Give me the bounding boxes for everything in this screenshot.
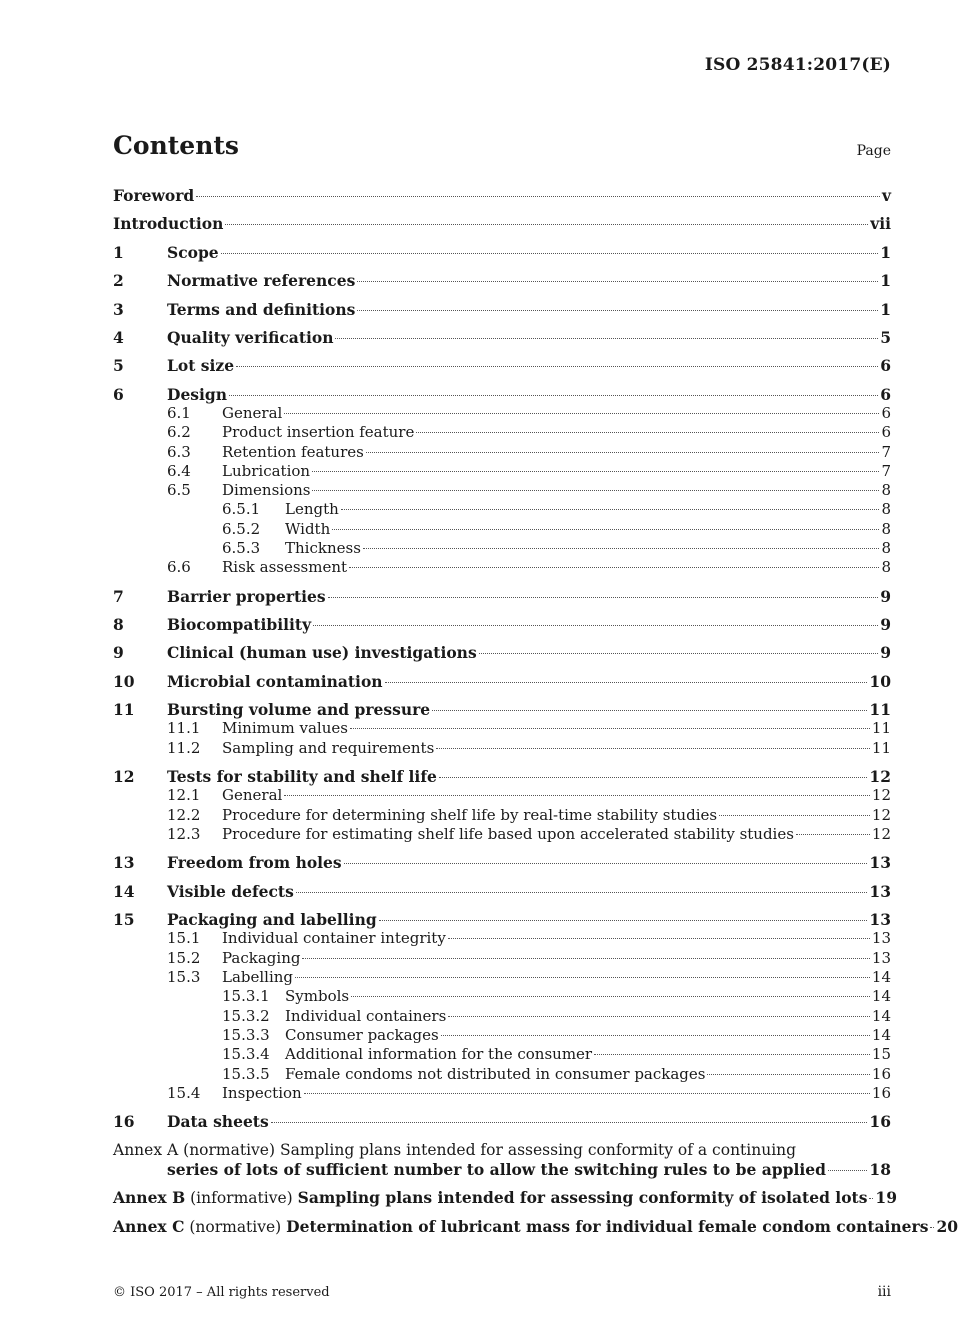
toc-entry-page: 8 (881, 500, 891, 518)
toc-entry-page: 16 (869, 1112, 891, 1131)
toc-entry-page: 1 (880, 271, 891, 290)
toc-entry-title: Dimensions (222, 481, 311, 499)
toc-entry-page: 9 (880, 615, 891, 634)
toc-entry-title: Visible defects (167, 882, 294, 901)
dot-leader (312, 471, 879, 472)
toc-entry-title: Additional information for the consumer (285, 1045, 593, 1063)
toc-entry-title: Procedure for estimating shelf life based upon accelerated stability studies (222, 825, 794, 843)
dot-leader (363, 548, 880, 549)
toc-entry-page: 8 (881, 539, 891, 557)
toc-entry-number: 5 (113, 356, 124, 375)
toc-entry-title: Packaging (222, 949, 301, 967)
toc-entry-page: 1 (880, 243, 891, 262)
toc-entry-annex-a-line1[interactable] (113, 1141, 796, 1159)
annex-label: Annex C (113, 1217, 185, 1236)
toc-entry-number: 2 (113, 271, 124, 290)
toc-entry-number: 1 (113, 243, 124, 262)
toc-entry-page: 1 (880, 300, 891, 319)
toc-entry-number: 14 (113, 882, 135, 901)
dot-leader (312, 490, 879, 491)
toc-entry-section[interactable] (113, 1112, 891, 1131)
toc-entry-number: 15.4 (167, 1084, 201, 1102)
toc-entry-page: 15 (871, 1045, 891, 1063)
toc-entry-section[interactable] (113, 767, 891, 786)
toc-entry-subsection[interactable] (113, 739, 891, 757)
toc-entry-title: Foreword (113, 186, 195, 205)
dot-leader (441, 1035, 870, 1036)
toc-entry-page: 12 (869, 767, 891, 786)
dot-leader (296, 892, 868, 893)
toc-entry-page: 9 (880, 587, 891, 606)
toc-entry-subsubsection[interactable] (113, 500, 891, 518)
annex-label: Annex B (113, 1188, 186, 1207)
toc-entry-section[interactable] (113, 700, 891, 719)
toc-entry-page: 13 (869, 910, 891, 929)
toc-entry-page: 14 (871, 987, 891, 1005)
annex-type: (informative) (190, 1189, 293, 1207)
toc-entry-page: 11 (871, 719, 891, 737)
dot-leader (284, 795, 870, 796)
annex-label: Annex A (113, 1141, 179, 1159)
toc-entry-page: 6 (881, 423, 891, 441)
toc-entry-annex-c[interactable] (113, 1217, 958, 1236)
page-column-label: Page (856, 143, 891, 159)
toc-entry-subsection[interactable] (113, 786, 891, 804)
toc-entry-title: Normative references (167, 271, 356, 290)
toc-entry-title: Lot size (167, 356, 235, 375)
dot-leader (271, 1122, 868, 1123)
dot-leader (869, 1198, 873, 1199)
toc-entry-page: 13 (869, 853, 891, 872)
contents-title: Contents (113, 131, 240, 160)
toc-entry-page: v (881, 186, 891, 205)
toc-entry-number: 15 (113, 910, 135, 929)
toc-entry-number: 13 (113, 853, 135, 872)
toc-entry-section[interactable] (113, 643, 891, 662)
toc-entry-page: 10 (869, 672, 891, 691)
footer-page-number: iii (877, 1284, 891, 1300)
toc-entry-title: Minimum values (222, 719, 348, 737)
dot-leader (341, 509, 880, 510)
dot-leader (284, 413, 879, 414)
toc-entry-section[interactable] (113, 882, 891, 901)
dot-leader (229, 395, 878, 396)
toc-entry-page: 8 (881, 558, 891, 576)
dot-leader (221, 253, 879, 254)
toc-entry-page: 5 (880, 328, 891, 347)
toc-entry-subsubsection[interactable] (113, 520, 891, 538)
annex-title: Determination of lubricant mass for individual female condom containers (286, 1217, 929, 1236)
dot-leader (436, 748, 870, 749)
toc-entry-section[interactable] (113, 615, 891, 634)
toc-entry-number: 11.1 (167, 719, 201, 737)
toc-entry-page: 6 (880, 385, 891, 404)
toc-entry-number: 12.2 (167, 806, 201, 824)
dot-leader (332, 529, 879, 530)
dot-leader (351, 996, 870, 997)
toc-entry-title: General (222, 404, 283, 422)
dot-leader (335, 338, 878, 339)
dot-leader (357, 281, 878, 282)
toc-entry-number: 15.3.2 (222, 1007, 270, 1025)
annex-title: series of lots of sufficient number to allow the switching rules to be applied (167, 1160, 826, 1179)
toc-entry-number: 6.5.1 (222, 500, 261, 518)
toc-entry-title: Length (285, 500, 339, 518)
toc-entry-title: Consumer packages (285, 1026, 439, 1044)
toc-entry-page: 16 (871, 1084, 891, 1102)
toc-entry-number: 10 (113, 672, 135, 691)
toc-entry-number: 15.3 (167, 968, 201, 986)
toc-entry-page: 13 (871, 929, 891, 947)
toc-entry-title: Width (285, 520, 331, 538)
dot-leader (448, 938, 870, 939)
toc-entry-number: 11 (113, 700, 135, 719)
toc-entry-subsection[interactable] (113, 968, 891, 986)
toc-entry-number: 9 (113, 643, 124, 662)
annex-title: Sampling plans intended for assessing conformity of isolated lots (297, 1188, 868, 1207)
dot-leader (328, 597, 879, 598)
dot-leader (479, 653, 879, 654)
toc-entry-subsubsection[interactable] (113, 1026, 891, 1044)
toc-entry-subsection[interactable] (113, 806, 891, 824)
dot-leader (225, 224, 868, 225)
toc-entry-title: Product insertion feature (222, 423, 415, 441)
toc-entry-title: Procedure for determining shelf life by real-time stability studies (222, 806, 718, 824)
toc-entry-number: 15.1 (167, 929, 201, 947)
toc-entry-subsection[interactable] (113, 949, 891, 967)
toc-entry-page: 7 (881, 462, 891, 480)
toc-entry-page: 6 (881, 404, 891, 422)
toc-entry-page: 8 (881, 481, 891, 499)
toc-entry-subsection[interactable] (113, 719, 891, 737)
toc-entry-title: Clinical (human use) investigations (167, 643, 477, 662)
toc-entry-number: 15.3.5 (222, 1065, 270, 1083)
toc-entry-subsection[interactable] (113, 929, 891, 947)
toc-entry-page: 9 (880, 643, 891, 662)
toc-entry-number: 6.4 (167, 462, 191, 480)
toc-entry-page: 19 (875, 1188, 897, 1207)
toc-entry-title: Thickness (285, 539, 361, 557)
toc-entry-page: 12 (871, 825, 891, 843)
dot-leader (930, 1227, 934, 1228)
toc-entry-subsubsection[interactable] (113, 987, 891, 1005)
toc-entry-title: Microbial contamination (167, 672, 383, 691)
toc-entry-title: Freedom from holes (167, 853, 342, 872)
toc-entry-section[interactable] (113, 672, 891, 691)
toc-entry-title: Packaging and labelling (167, 910, 377, 929)
annex-title: Sampling plans intended for assessing conformity of a continuing (279, 1141, 797, 1159)
toc-entry-page: 11 (869, 700, 891, 719)
toc-entry-title: Inspection (222, 1084, 302, 1102)
toc-entry-number: 6.5 (167, 481, 191, 499)
document-code: ISO 25841:2017(E) (704, 55, 891, 75)
toc-entry-subsection[interactable] (113, 1084, 891, 1102)
toc-entry-title: Individual container integrity (222, 929, 446, 947)
dot-leader (304, 1093, 870, 1094)
toc-entry-section[interactable] (113, 328, 891, 347)
toc-entry-number: 6.3 (167, 443, 191, 461)
toc-entry-subsection[interactable] (113, 404, 891, 422)
toc-entry-subsection[interactable] (113, 462, 891, 480)
toc-entry-page: 6 (880, 356, 891, 375)
dot-leader (796, 834, 870, 835)
dot-leader (416, 432, 879, 433)
toc-entry-number: 16 (113, 1112, 135, 1131)
toc-entry-number: 6.2 (167, 423, 191, 441)
toc-entry-page: 8 (881, 520, 891, 538)
toc-entry-subsubsection[interactable] (113, 539, 891, 557)
toc-entry-page: 18 (869, 1160, 891, 1179)
toc-entry-page: 14 (871, 1007, 891, 1025)
toc-entry-page: vii (870, 214, 891, 233)
dot-leader (594, 1054, 870, 1055)
dot-leader (295, 977, 870, 978)
toc-entry-section[interactable] (113, 385, 891, 404)
dot-leader (357, 310, 878, 311)
dot-leader (828, 1170, 867, 1171)
toc-entry-section[interactable] (113, 853, 891, 872)
toc-entry-page: 16 (871, 1065, 891, 1083)
toc-entry-introduction[interactable] (113, 214, 891, 233)
dot-leader (707, 1074, 869, 1075)
toc-entry-number: 7 (113, 587, 124, 606)
toc-entry-page: 7 (881, 443, 891, 461)
dot-leader (448, 1016, 870, 1017)
footer-copyright: © ISO 2017 – All rights reserved (113, 1285, 330, 1300)
toc-entry-subsection[interactable] (113, 558, 891, 576)
toc-entry-number: 11.2 (167, 739, 201, 757)
dot-leader (439, 777, 868, 778)
toc-entry-page: 12 (871, 786, 891, 804)
toc-entry-number: 15.3.3 (222, 1026, 270, 1044)
toc-entry-number: 6.5.2 (222, 520, 261, 538)
dot-leader (719, 815, 870, 816)
dot-leader (385, 682, 868, 683)
toc-entry-subsection[interactable] (113, 423, 891, 441)
toc-entry-section[interactable] (113, 300, 891, 319)
toc-entry-number: 15.2 (167, 949, 201, 967)
toc-entry-section[interactable] (113, 243, 891, 262)
toc-entry-subsubsection[interactable] (113, 1045, 891, 1063)
toc-entry-title: Labelling (222, 968, 294, 986)
toc-entry-title: Sampling and requirements (222, 739, 435, 757)
dot-leader (349, 567, 879, 568)
dot-leader (432, 710, 867, 711)
toc-entry-number: 3 (113, 300, 124, 319)
toc-entry-page: 13 (869, 882, 891, 901)
toc-entry-title: Design (167, 385, 228, 404)
annex-type: (normative) (189, 1218, 282, 1236)
toc-entry-subsubsection[interactable] (113, 1065, 891, 1083)
toc-entry-title: Biocompatibility (167, 615, 312, 634)
dot-leader (366, 452, 880, 453)
dot-leader (196, 196, 880, 197)
toc-entry-subsubsection[interactable] (113, 1007, 891, 1025)
toc-entry-number: 6.6 (167, 558, 191, 576)
toc-entry-section[interactable] (113, 271, 891, 290)
toc-entry-foreword[interactable] (113, 186, 891, 205)
toc-entry-subsection[interactable] (113, 443, 891, 461)
toc-entry-number: 15.3.4 (222, 1045, 270, 1063)
toc-entry-section[interactable] (113, 356, 891, 375)
toc-entry-number: 6.5.3 (222, 539, 261, 557)
toc-entry-title: Individual containers (285, 1007, 447, 1025)
table-of-contents (113, 0, 958, 1300)
toc-entry-page: 20 (936, 1217, 958, 1236)
toc-entry-number: 4 (113, 328, 124, 347)
toc-entry-number: 8 (113, 615, 124, 634)
toc-entry-subsection[interactable] (113, 481, 891, 499)
toc-entry-title: Scope (167, 243, 219, 262)
toc-entry-section[interactable] (113, 910, 891, 929)
toc-entry-title: Terms and definitions (167, 300, 356, 319)
toc-entry-title: Risk assessment (222, 558, 348, 576)
toc-entry-title: Bursting volume and pressure (167, 700, 431, 719)
toc-entry-page: 13 (871, 949, 891, 967)
toc-entry-title: Tests for stability and shelf life (167, 767, 437, 786)
toc-entry-page: 12 (871, 806, 891, 824)
toc-entry-title: Retention features (222, 443, 364, 461)
toc-entry-number: 12.1 (167, 786, 201, 804)
toc-entry-title: Data sheets (167, 1112, 269, 1131)
annex-type: (normative) (183, 1141, 276, 1159)
toc-entry-title: Introduction (113, 214, 224, 233)
toc-entry-number: 6 (113, 385, 124, 404)
dot-leader (236, 366, 878, 367)
dot-leader (350, 728, 870, 729)
toc-entry-title: Symbols (285, 987, 350, 1005)
toc-entry-number: 12.3 (167, 825, 201, 843)
toc-entry-title: Lubrication (222, 462, 311, 480)
toc-entry-title: General (222, 786, 283, 804)
toc-entry-subsection[interactable] (113, 825, 891, 843)
dot-leader (344, 863, 868, 864)
toc-entry-title: Female condoms not distributed in consumer packages (285, 1065, 706, 1083)
toc-entry-title: Barrier properties (167, 587, 326, 606)
dot-leader (302, 958, 869, 959)
dot-leader (379, 920, 868, 921)
toc-entry-page: 14 (871, 968, 891, 986)
toc-entry-page: 11 (871, 739, 891, 757)
toc-entry-title: Quality verification (167, 328, 334, 347)
toc-entry-number: 12 (113, 767, 135, 786)
toc-entry-page: 14 (871, 1026, 891, 1044)
toc-entry-annex-b[interactable] (113, 1188, 897, 1207)
toc-entry-section[interactable] (113, 587, 891, 606)
toc-entry-number: 6.1 (167, 404, 191, 422)
dot-leader (313, 625, 878, 626)
toc-entry-number: 15.3.1 (222, 987, 270, 1005)
toc-entry-annex-a-line2[interactable] (113, 1160, 891, 1179)
